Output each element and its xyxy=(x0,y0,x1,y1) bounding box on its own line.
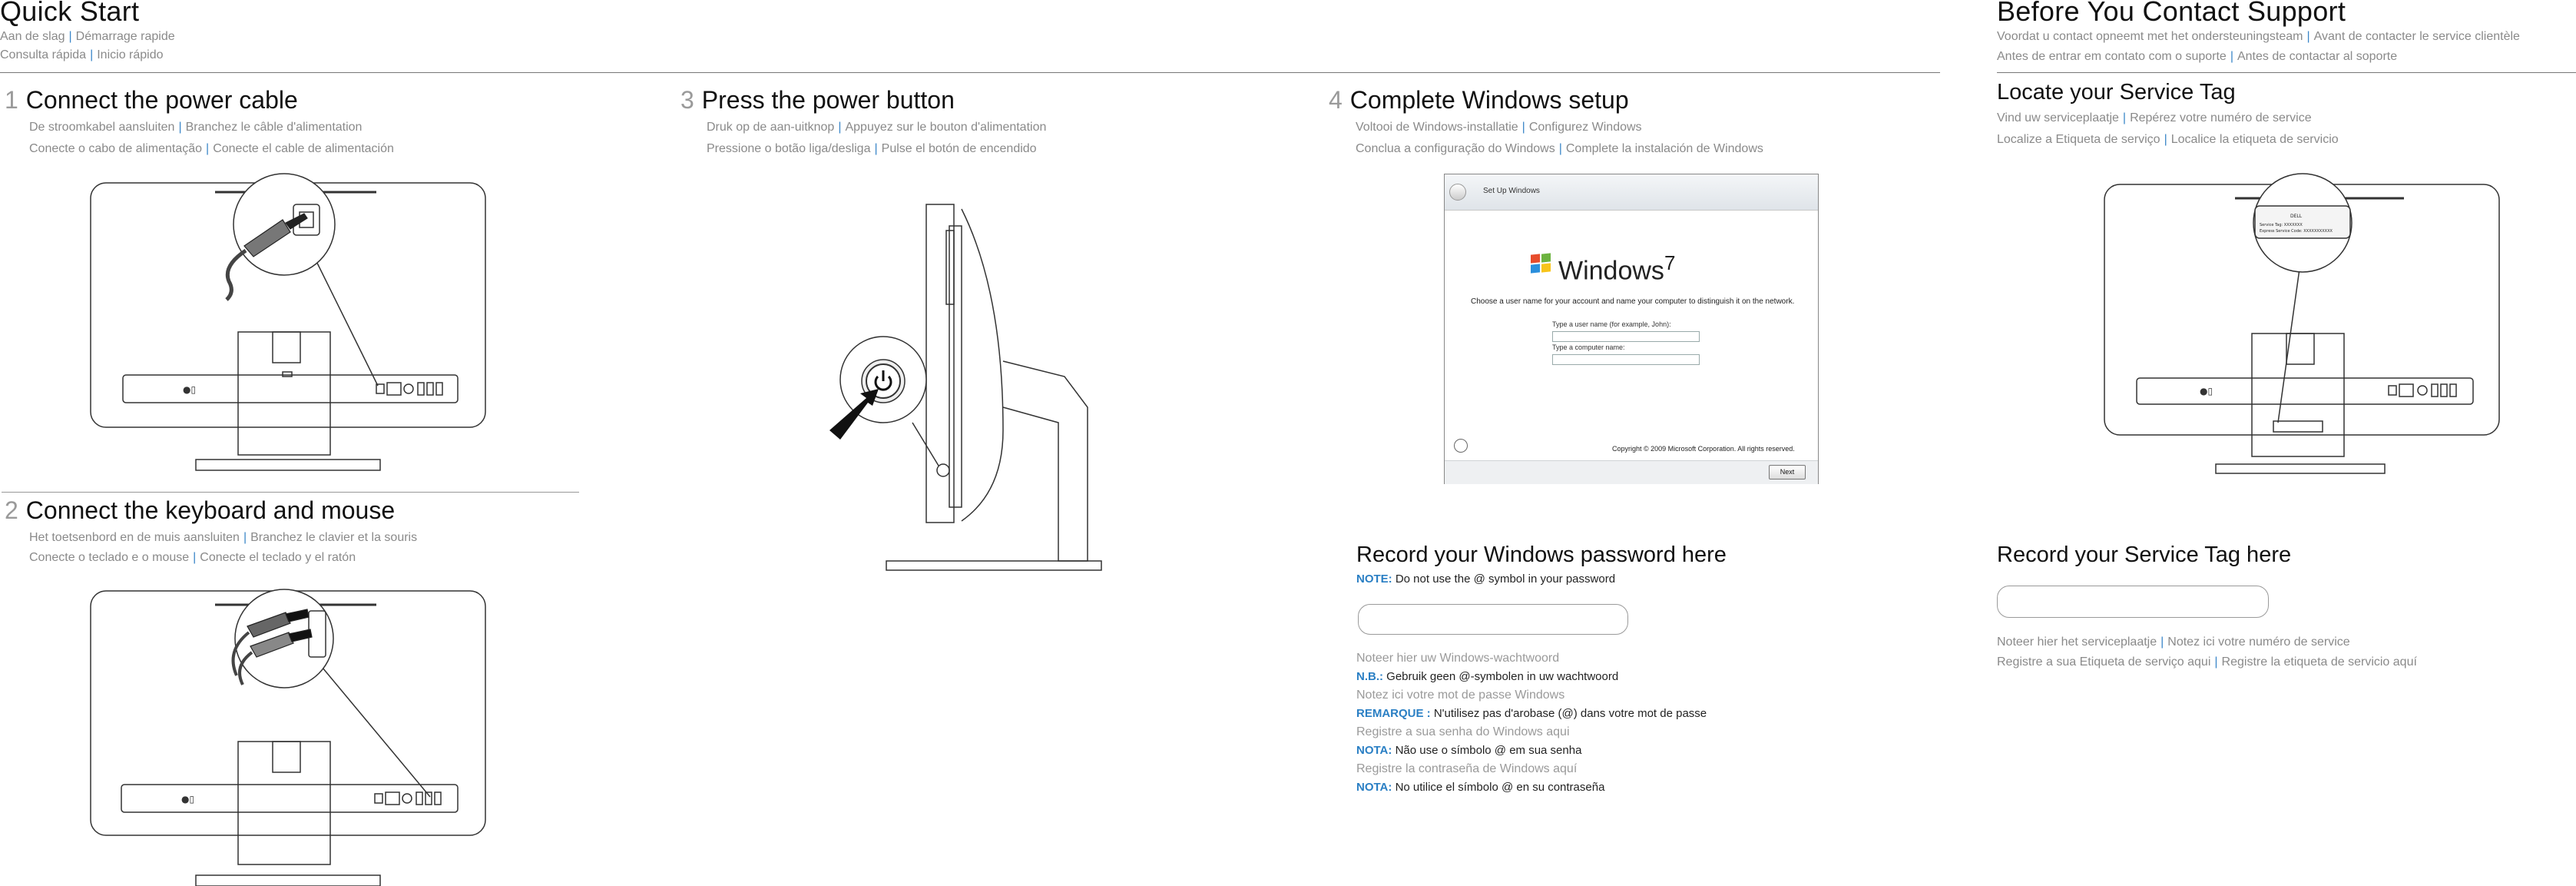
copyright-text: Copyright © 2009 Microsoft Corporation. All rights reserved. xyxy=(1612,445,1795,453)
header-divider xyxy=(0,72,1940,73)
step-1-translations-1 xyxy=(29,117,362,138)
separator: | xyxy=(90,48,94,61)
note-text-pt: Não use o símbolo @ em sua senha xyxy=(1395,744,1582,757)
separator: | xyxy=(193,551,197,564)
translation-nl: Aan de slag xyxy=(0,30,65,43)
service-tag-translations-1 xyxy=(1997,108,2312,128)
password-translations xyxy=(1356,649,1707,797)
record-tag-title: Record your Service Tag here xyxy=(1997,543,2292,567)
windows-logo-text: Windows xyxy=(1558,256,1664,286)
translation-es: Inicio rápido xyxy=(97,48,164,61)
quick-start-translations-2 xyxy=(0,45,164,65)
translation-heading-nl: Noteer hier uw Windows-wachtwoord xyxy=(1356,652,1560,665)
separator: | xyxy=(68,30,72,43)
translation-pt: Conclua a configuração do Windows xyxy=(1356,142,1555,155)
password-field[interactable] xyxy=(1358,604,1628,635)
tag-row-1: Service Tag: XXXXXXX xyxy=(2260,223,2303,227)
stand xyxy=(2252,333,2344,456)
translation-pt: Consulta rápida xyxy=(0,48,87,61)
translation-pt: Localize a Etiqueta de serviço xyxy=(1997,133,2160,146)
translation-fr: Branchez le câble d'alimentation xyxy=(185,121,363,134)
support-header xyxy=(1997,0,2346,28)
windows-logo xyxy=(1558,251,1675,286)
stand-base xyxy=(196,875,380,886)
separator: | xyxy=(2160,635,2164,649)
service-tag-field[interactable] xyxy=(1997,586,2269,618)
tag-row-2: Express Service Code: XXXXXXXXXXX xyxy=(2260,229,2333,234)
note-text-fr: N'utilisez pas d'arobase (@) dans votre mot de passe xyxy=(1433,707,1707,720)
translation-nl: Voordat u contact opneemt met het ondersteuningsteam xyxy=(1997,30,2303,43)
username-label: Type a user name (for example, John): xyxy=(1552,320,1671,328)
power-cable xyxy=(227,251,246,300)
step-4-translations-1 xyxy=(1356,117,1642,138)
separator: | xyxy=(1521,121,1525,134)
translation-nl: Het toetsenbord en de muis aansluiten xyxy=(29,531,240,544)
step-2-translations-2 xyxy=(29,547,356,568)
separator: | xyxy=(2214,655,2218,669)
translation-nl: Druk op de aan-uitknop xyxy=(707,121,835,134)
translation-es: Registre la etiqueta de servicio aquí xyxy=(2221,655,2417,669)
stand xyxy=(238,332,330,455)
translation-fr: Appuyez sur le bouton d'alimentation xyxy=(845,121,1047,134)
step-4-heading xyxy=(1329,86,1629,114)
optical-drive xyxy=(946,231,954,304)
translation-heading-es: Registre la contraseña de Windows aquí xyxy=(1356,762,1578,775)
translation-heading-fr: Notez ici votre mot de passe Windows xyxy=(1356,689,1565,702)
note-label-es: NOTA: xyxy=(1356,781,1392,794)
separator: | xyxy=(2122,111,2127,124)
separator: | xyxy=(838,121,842,134)
service-tag-illustration xyxy=(2097,169,2511,484)
service-tag-translations-2 xyxy=(1997,129,2339,150)
translation-es: Conecte el cable de alimentación xyxy=(213,142,394,155)
stand-base xyxy=(196,460,380,470)
note-label-fr: REMARQUE : xyxy=(1356,707,1431,720)
setup-window-title: Set Up Windows xyxy=(1483,187,1540,195)
translation-es: Antes de contactar al soporte xyxy=(2237,50,2398,63)
support-translations-2 xyxy=(1997,46,2397,67)
back-icon xyxy=(1449,184,1466,201)
note-label-pt: NOTA: xyxy=(1356,744,1392,757)
port-panel xyxy=(123,375,458,403)
translation-es: Conecte el teclado y el ratón xyxy=(200,551,356,564)
separator: | xyxy=(874,142,878,155)
translation-fr: Branchez le clavier et la souris xyxy=(250,531,418,544)
windows-version: 7 xyxy=(1664,251,1676,274)
step-divider xyxy=(2,492,579,493)
translation-es: Pulse el botón de encendido xyxy=(881,142,1037,155)
translation-fr: Démarrage rapide xyxy=(75,30,175,43)
svg-text:●▯: ●▯ xyxy=(2200,386,2213,397)
separator: | xyxy=(178,121,182,134)
step-number: 3 xyxy=(680,86,694,114)
step-3-heading xyxy=(680,86,955,114)
translation-nl: De stroomkabel aansluiten xyxy=(29,121,175,134)
note-label-nl: N.B.: xyxy=(1356,670,1383,683)
step-1-heading xyxy=(5,86,298,114)
note-text-es: No utilice el símbolo @ en su contraseña xyxy=(1395,781,1605,794)
note-text: Do not use the @ symbol in your password xyxy=(1395,572,1616,586)
separator: | xyxy=(206,142,210,155)
step-title: Press the power button xyxy=(701,86,955,114)
translation-pt: Conecte o teclado e o mouse xyxy=(29,551,190,564)
record-tag-translations-2 xyxy=(1997,652,2417,672)
step-number: 1 xyxy=(5,86,18,114)
separator: | xyxy=(2164,133,2167,146)
step-title: Connect the power cable xyxy=(25,86,298,114)
port-panel xyxy=(2137,378,2473,404)
computer-name-input[interactable] xyxy=(1552,354,1700,365)
setup-instruction: Choose a user name for your account and name your computer to distinguish it on the network. xyxy=(1471,297,1795,306)
stand xyxy=(238,742,330,864)
svg-text:●▯: ●▯ xyxy=(181,794,195,805)
step-2-translations-1 xyxy=(29,527,417,548)
record-tag-translations-1 xyxy=(1997,632,2350,652)
windows-setup-screenshot xyxy=(1444,174,1819,484)
support-title: Before You Contact Support xyxy=(1997,0,2346,27)
translation-fr: Repérez votre numéro de service xyxy=(2130,111,2312,124)
step-title: Complete Windows setup xyxy=(1349,86,1629,114)
next-button[interactable]: Next xyxy=(1769,465,1806,480)
page-title: Quick Start xyxy=(0,0,140,27)
support-divider xyxy=(1997,72,2576,73)
stand-base xyxy=(886,561,1101,570)
step-3-translations-1 xyxy=(707,117,1046,138)
separator: | xyxy=(1558,142,1562,155)
keyboard-mouse-illustration xyxy=(84,580,499,886)
translation-nl: Noteer hier het serviceplaatje xyxy=(1997,635,2157,649)
translation-fr: Configurez Windows xyxy=(1528,121,1642,134)
windows-flag-icon xyxy=(1531,254,1552,274)
note-text-nl: Gebruik geen @-symbolen in uw wachtwoord xyxy=(1386,670,1619,683)
step-number: 2 xyxy=(5,496,18,524)
step-1-translations-2 xyxy=(29,138,394,159)
service-tag-label xyxy=(2273,421,2323,432)
step-title: Connect the keyboard and mouse xyxy=(25,496,396,524)
svg-text:●▯: ●▯ xyxy=(183,384,197,395)
translation-pt: Pressione o botão liga/desliga xyxy=(707,142,871,155)
computer-name-label: Type a computer name: xyxy=(1552,343,1625,351)
stand-arm xyxy=(1003,361,1088,561)
quick-start-translations-1 xyxy=(0,26,175,47)
step-4-translations-2 xyxy=(1356,138,1763,159)
monitor-curve xyxy=(962,209,1003,521)
ease-of-access-icon xyxy=(1454,439,1468,453)
password-section-title: Record your Windows password here xyxy=(1356,543,1727,567)
translation-heading-pt: Registre a sua senha do Windows aqui xyxy=(1356,725,1570,738)
separator: | xyxy=(2230,50,2233,63)
translation-nl: Voltooi de Windows-installatie xyxy=(1356,121,1518,134)
power-button-illustration xyxy=(822,200,1114,584)
translation-pt: Antes de entrar em contato com o suporte xyxy=(1997,50,2227,63)
power-button xyxy=(937,464,949,476)
translation-nl: Vind uw serviceplaatje xyxy=(1997,111,2119,124)
port-panel xyxy=(121,785,458,812)
translation-pt: Conecte o cabo de alimentação xyxy=(29,142,203,155)
password-note xyxy=(1356,570,1615,589)
power-cable-illustration xyxy=(84,169,499,484)
separator: | xyxy=(2306,30,2310,43)
username-input[interactable] xyxy=(1552,331,1700,342)
stand-base xyxy=(2216,464,2385,473)
support-translations-1 xyxy=(1997,26,2520,47)
tag-header: DELL xyxy=(2290,214,2303,219)
quick-start-header xyxy=(0,0,139,28)
service-tag-title: Locate your Service Tag xyxy=(1997,80,2236,105)
translation-es: Complete la instalación de Windows xyxy=(1565,142,1763,155)
setup-footer xyxy=(1445,460,1818,484)
step-3-translations-2 xyxy=(707,138,1037,159)
step-number: 4 xyxy=(1329,86,1343,114)
separator: | xyxy=(243,531,247,544)
note-label: NOTE: xyxy=(1356,572,1392,586)
translation-es: Localice la etiqueta de servicio xyxy=(2170,133,2339,146)
translation-fr: Notez ici votre numéro de service xyxy=(2167,635,2350,649)
translation-fr: Avant de contacter le service clientèle xyxy=(2313,30,2520,43)
translation-pt: Registre a sua Etiqueta de serviço aqui xyxy=(1997,655,2211,669)
setup-titlebar xyxy=(1445,174,1818,211)
step-2-heading xyxy=(5,496,395,525)
